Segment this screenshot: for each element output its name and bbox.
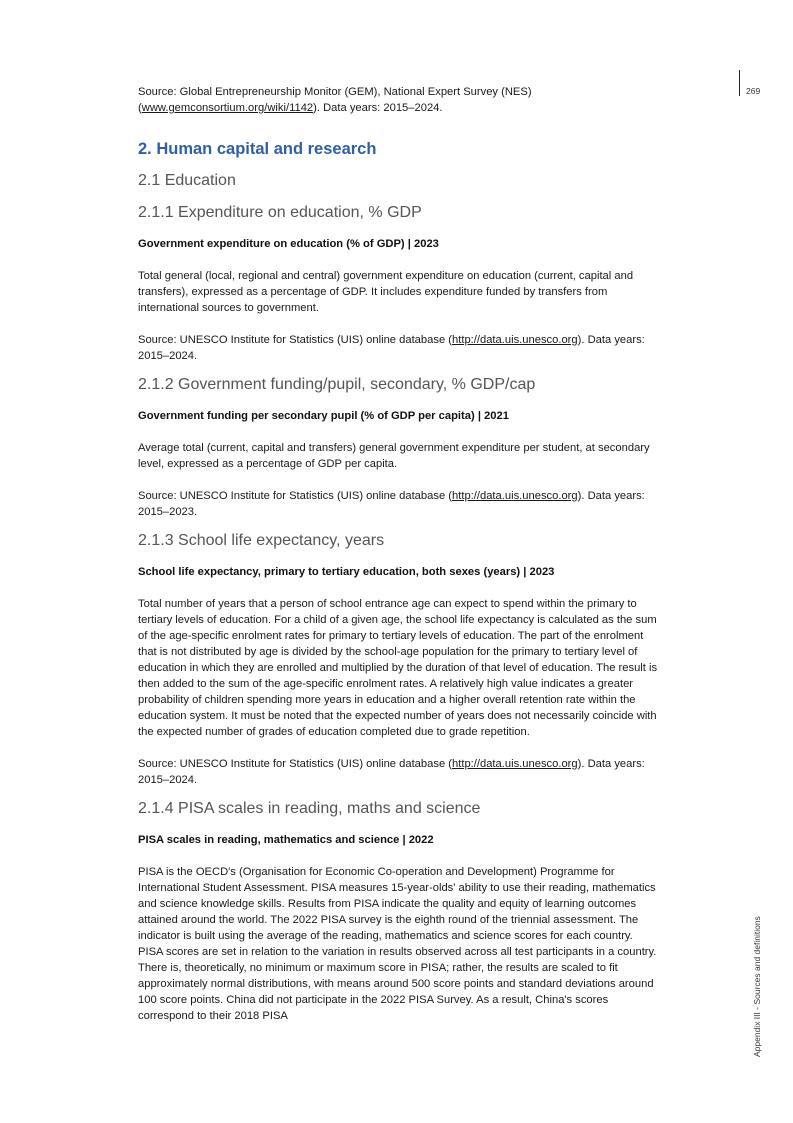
indicator-heading: 2.1.1 Expenditure on education, % GDP bbox=[138, 204, 422, 221]
indicator-heading: 2.1.3 School life expectancy, years bbox=[138, 532, 385, 549]
indicator-title: Government expenditure on education (% of GDP) | 2023 bbox=[138, 238, 439, 250]
top-source: Source: Global Entrepreneurship Monitor (GEM), National Expert Survey (NES) (www.gemconsortium.org/wiki/1142). Data years: 2015–2024. bbox=[138, 86, 532, 114]
indicator-description: Total general (local, regional and central) government expenditure on education (current, capital and transfers), expressed as a percentage of GDP. It includes expenditure funded by transfers from international sources to government. bbox=[138, 270, 634, 314]
section-heading: 2. Human capital and research bbox=[138, 140, 377, 158]
side-label: Appendix III - Sources and definitions bbox=[752, 916, 762, 1057]
indicator-heading: 2.1.2 Government funding/pupil, secondary, % GDP/cap bbox=[138, 376, 536, 393]
uis-link[interactable]: http://data.uis.unesco.org bbox=[452, 490, 578, 502]
indicator-source: Source: UNESCO Institute for Statistics (UIS) online database (http://data.uis.unesco.org). Data years: 2015–2024. bbox=[138, 758, 645, 786]
indicator-source: Source: UNESCO Institute for Statistics (UIS) online database (http://data.uis.unesco.org). Data years: 2015–2023. bbox=[138, 490, 645, 518]
indicator-description: PISA is the OECD's (Organisation for Economic Co-operation and Development) Programme for International Student Assessment. PISA measures 15-year-olds' ability to use their reading, mathematics and science knowledge skills. Results from PISA indicate the quality and equity of learning outcomes attained around the world. The 2022 PISA survey is the eighth round of the triennial assessment. The indicator is built using the average of the reading, mathematics and science scores for each country. PISA scores are set in relation to the variation in results observed across all test participants in a country. There is, theoretically, no minimum or maximum score in PISA; rather, the results are scaled to fit approximately normal distributions, with means around 500 score points and standard deviations around 100 score points. China did not participate in the 2022 PISA Survey. As a result, China's scores correspond to their 2018 PISA bbox=[138, 866, 657, 1022]
indicator-title: School life expectancy, primary to tertiary education, both sexes (years) | 2023 bbox=[138, 566, 555, 578]
page-number-rule bbox=[739, 70, 740, 96]
uis-link[interactable]: http://data.uis.unesco.org bbox=[452, 758, 578, 770]
subsection-heading: 2.1 Education bbox=[138, 172, 236, 189]
page-number: 269 bbox=[746, 86, 761, 96]
uis-link[interactable]: http://data.uis.unesco.org bbox=[452, 334, 578, 346]
indicator-heading: 2.1.4 PISA scales in reading, maths and science bbox=[138, 800, 481, 817]
indicator-source: Source: UNESCO Institute for Statistics (UIS) online database (http://data.uis.unesco.org). Data years: 2015–2024. bbox=[138, 334, 645, 362]
content-column bbox=[138, 84, 658, 1024]
indicator-title: Government funding per secondary pupil (% of GDP per capita) | 2021 bbox=[138, 410, 509, 422]
gem-link[interactable]: www.gemconsortium.org/wiki/1142 bbox=[141, 102, 314, 114]
indicator-title: PISA scales in reading, mathematics and science | 2022 bbox=[138, 834, 434, 846]
indicator-description: Average total (current, capital and transfers) general government expenditure per student, at secondary level, expressed as a percentage of GDP per capita. bbox=[138, 442, 650, 470]
indicator-description: Total number of years that a person of school entrance age can expect to spend within the primary to tertiary levels of education. For a child of a given age, the school life expectancy is calculated as the sum of the age-specific enrolment rates for primary to tertiary levels of education. The part of the enrolment that is not distributed by age is divided by the school-age population for the primary to tertiary level of education in which they are enrolled and multiplied by the duration of that level of education. The result is then added to the sum of the age-specific enrolment rates. A relatively high value indicates a greater probability of children spending more years in education and a higher overall retention rate within the education system. It must be noted that the expected number of years does not necessarily coincide with the expected number of grades of education completed due to grade repetition. bbox=[138, 598, 658, 738]
